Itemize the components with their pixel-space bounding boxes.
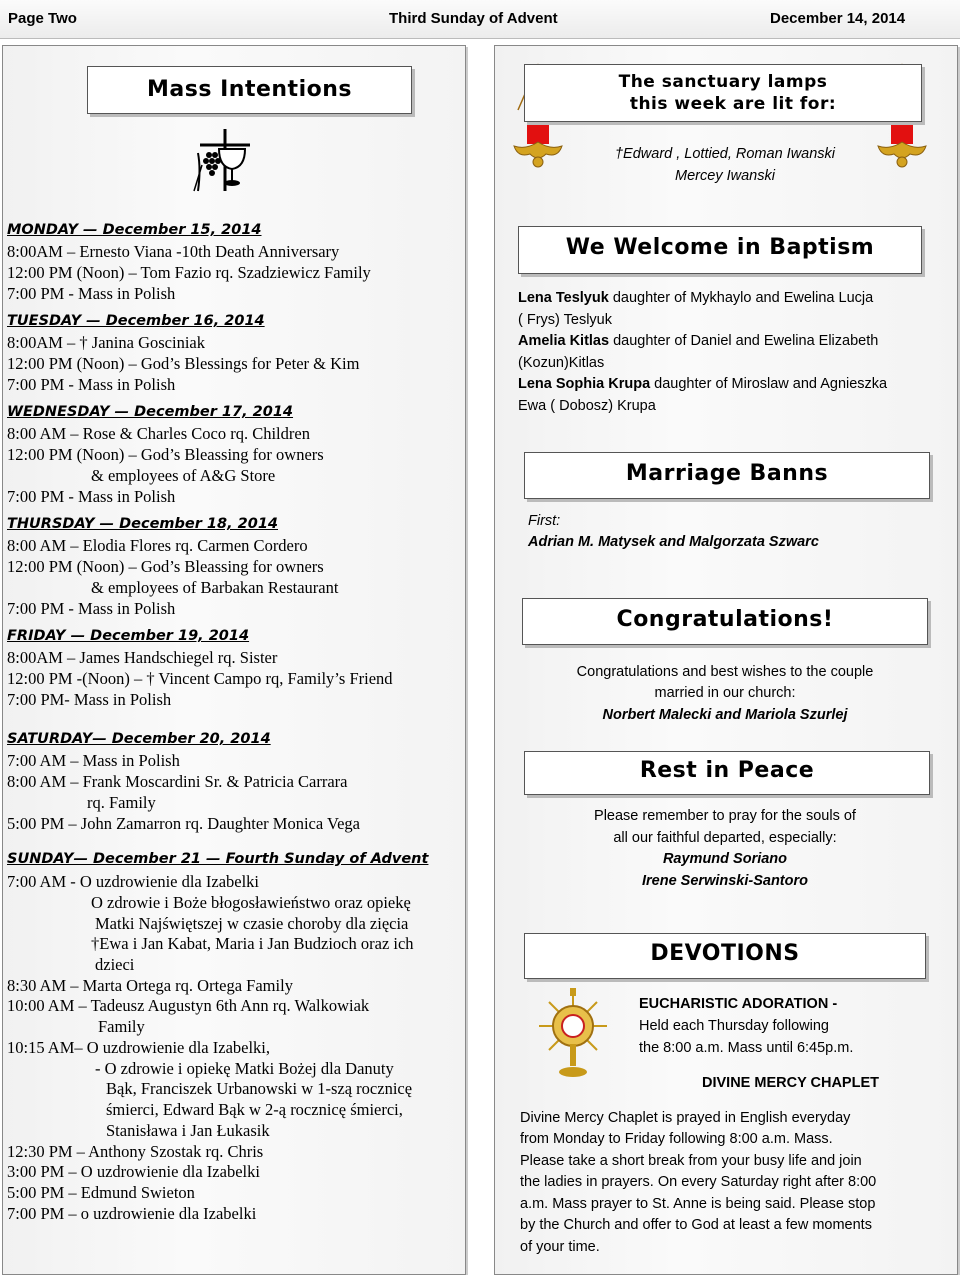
monday-heading: MONDAY — December 15, 2014 <box>7 222 262 238</box>
baptism-entry: Lena Sophia Krupa daughter of Miroslaw and Agnieszka <box>518 376 888 392</box>
mass-intentions-title: Mass Intentions <box>87 66 412 114</box>
intention-line: 12:30 PM – Anthony Szostak rq. Chris <box>7 1142 264 1161</box>
page-header <box>0 0 960 39</box>
intention-line: 8:00AM – James Handschiegel rq. Sister <box>7 648 278 667</box>
intention-line: rq. Family <box>87 793 156 812</box>
chaplet-text: a.m. Mass prayer to St. Anne is being said. Please stop <box>520 1196 876 1212</box>
adoration-heading: EUCHARISTIC ADORATION - <box>639 996 838 1012</box>
intention-line: - O zdrowie i opiekę Matki Bożej dla Danuty <box>95 1059 394 1078</box>
intention-line: Bąk, Franciszek Urbanowski w 1-szą rocznicę <box>106 1079 413 1098</box>
intention-line: 7:00 PM - Mass in Polish <box>7 599 176 618</box>
sanctuary-lamps-title <box>524 64 922 122</box>
friday-heading: FRIDAY — December 19, 2014 <box>7 628 250 644</box>
intention-line: 7:00 PM - Mass in Polish <box>7 375 176 394</box>
lamps-title-line: this week are lit for: <box>629 94 837 114</box>
rest-in-peace-title: Rest in Peace <box>524 751 930 795</box>
intention-line: 12:00 PM (Noon) – God’s Bleassing for owners <box>7 445 324 464</box>
intention-line: dzieci <box>95 955 135 974</box>
baptism-entry: (Kozun)Kitlas <box>518 355 605 371</box>
intention-line: & employees of Barbakan Restaurant <box>91 578 339 597</box>
lamps-names: †Edward , Lottied, Roman Iwanski <box>614 146 836 162</box>
rest-in-peace-text: Please remember to pray for the souls of <box>594 808 856 824</box>
congratulations-couple: Norbert Malecki and Mariola Szurlej <box>602 707 848 723</box>
intention-line: 12:00 PM (Noon) – Tom Fazio rq. Szadziewicz Family <box>7 263 371 282</box>
intention-line: 8:00 AM – Elodia Flores rq. Carmen Cordero <box>7 536 308 555</box>
intention-line: Matki Najświętszej w czasie choroby dla zięcia <box>95 914 409 933</box>
rest-in-peace-text: all our faithful departed, especially: <box>613 830 837 846</box>
chaplet-text: by the Church and offer to God at least a few moments <box>520 1217 872 1233</box>
devotions-title: DEVOTIONS <box>524 933 926 979</box>
saturday-heading: SATURDAY— December 20, 2014 <box>7 731 271 747</box>
intention-line: Stanisława i Jan Łukasik <box>106 1121 270 1140</box>
intention-line: 7:00 AM – Mass in Polish <box>7 751 180 770</box>
chaplet-text: from Monday to Friday following 8:00 a.m. Mass. <box>520 1131 833 1147</box>
intention-line: 7:00 PM - Mass in Polish <box>7 487 176 506</box>
intention-line: 7:00 PM- Mass in Polish <box>7 690 172 709</box>
chaplet-text: of your time. <box>520 1239 600 1255</box>
intention-line: O zdrowie i Boże błogosławieństwo oraz opiekę <box>91 893 411 912</box>
intention-line: 8:00AM – † Janina Gosciniak <box>7 333 205 352</box>
intention-line: 12:00 PM -(Noon) – † Vincent Campo rq, Family’s Friend <box>7 669 393 688</box>
rest-in-peace-name: Irene Serwinski-Santoro <box>642 873 808 889</box>
liturgical-day: Third Sunday of Advent <box>389 10 558 27</box>
bulletin-date: December 14, 2014 <box>770 10 906 27</box>
sunday-heading: SUNDAY— December 21 — Fourth Sunday of Advent <box>7 851 429 867</box>
congratulations-text: married in our church: <box>654 685 796 701</box>
lamps-title-line: The sanctuary lamps <box>618 72 828 92</box>
intention-line: & employees of A&G Store <box>91 466 276 485</box>
page-number: Page Two <box>8 10 77 27</box>
intention-line: 12:00 PM (Noon) – God’s Blessings for Peter & Kim <box>7 354 360 373</box>
thursday-heading: THURSDAY — December 18, 2014 <box>7 516 279 532</box>
intention-line: 5:00 PM – John Zamarron rq. Daughter Monica Vega <box>7 814 361 833</box>
adoration-text: the 8:00 a.m. Mass until 6:45p.m. <box>639 1040 854 1056</box>
intention-line: śmierci, Edward Bąk w 2-ą rocznicę śmierci, <box>106 1100 403 1119</box>
intention-line: 8:00AM – Ernesto Viana -10th Death Anniversary <box>7 242 340 261</box>
baptism-entry: Lena Teslyuk daughter of Mykhaylo and Ewelina Lucja <box>518 290 874 306</box>
intention-line: 8:30 AM – Marta Ortega rq. Ortega Family <box>7 976 293 995</box>
intention-line: 8:00 AM – Frank Moscardini Sr. & Patricia Carrara <box>7 772 348 791</box>
chalice-icon <box>192 125 254 195</box>
chaplet-text: Please take a short break from your busy life and join <box>520 1153 862 1169</box>
intention-line: 7:00 PM - Mass in Polish <box>7 284 176 303</box>
banns-couple: Adrian M. Matysek and Malgorzata Szwarc <box>528 534 819 550</box>
baptism-entry: ( Frys) Teslyuk <box>518 312 612 328</box>
rest-in-peace-name: Raymund Soriano <box>662 851 788 867</box>
intention-line: 7:00 PM – o uzdrowienie dla Izabelki <box>7 1204 257 1223</box>
chaplet-text: the ladies in prayers. On every Saturday right after 8:00 <box>520 1174 877 1190</box>
lamps-names: Mercey Iwanski <box>675 168 775 184</box>
marriage-banns-title: Marriage Banns <box>524 452 930 499</box>
intention-line: 10:15 AM– O uzdrowienie dla Izabelki, <box>7 1038 271 1057</box>
baptism-entry: Ewa ( Dobosz) Krupa <box>518 398 656 414</box>
intention-line: 5:00 PM – Edmund Swieton <box>7 1183 195 1202</box>
intention-line: 10:00 AM – Tadeusz Augustyn 6th Ann rq. Walkowiak <box>7 996 370 1015</box>
congratulations-text: Congratulations and best wishes to the couple <box>576 664 874 680</box>
intention-line: 12:00 PM (Noon) – God’s Bleassing for owners <box>7 557 324 576</box>
banns-first-label: First: <box>528 513 561 529</box>
adoration-text: Held each Thursday following <box>639 1018 829 1034</box>
baptism-entry: Amelia Kitlas daughter of Daniel and Ewelina Elizabeth <box>518 333 879 349</box>
wednesday-heading: WEDNESDAY — December 17, 2014 <box>7 404 294 420</box>
intention-line: 3:00 PM – O uzdrowienie dla Izabelki <box>7 1162 260 1181</box>
congratulations-title: Congratulations! <box>522 598 928 645</box>
intention-line: 7:00 AM - O uzdrowienie dla Izabelki <box>7 872 260 891</box>
chaplet-text: Divine Mercy Chaplet is prayed in English everyday <box>520 1110 851 1126</box>
baptism-title: We Welcome in Baptism <box>518 226 922 274</box>
chaplet-heading: DIVINE MERCY CHAPLET <box>702 1075 879 1091</box>
intention-line: Family <box>98 1017 145 1036</box>
intention-line: 8:00 AM – Rose & Charles Coco rq. Children <box>7 424 310 443</box>
tuesday-heading: TUESDAY — December 16, 2014 <box>7 313 265 329</box>
intention-line: †Ewa i Jan Kabat, Maria i Jan Budzioch oraz ich <box>91 934 414 953</box>
monstrance-icon <box>530 988 616 1080</box>
